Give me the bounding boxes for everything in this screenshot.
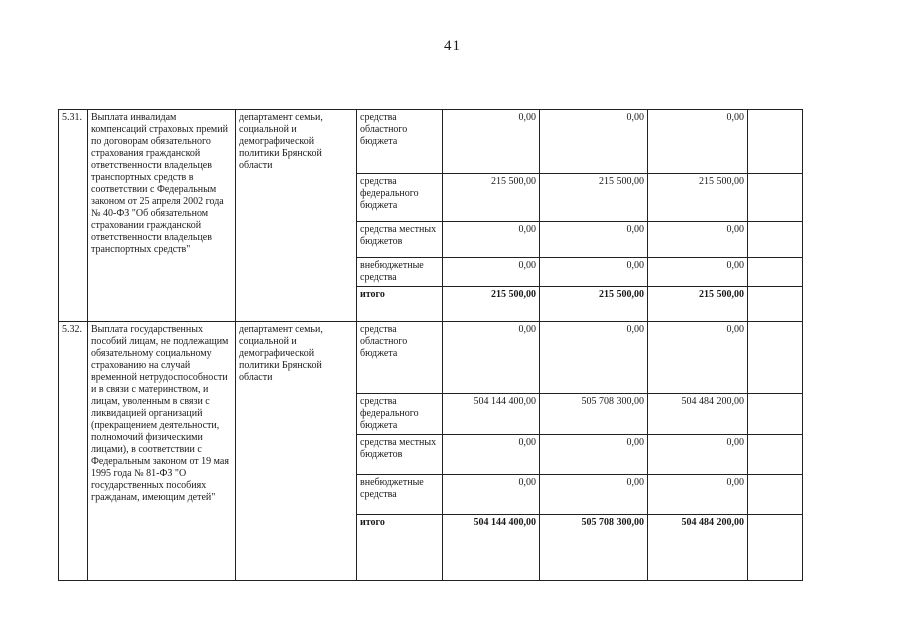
amount-cell: 0,00 <box>540 222 648 258</box>
amount-cell: 505 708 300,00 <box>540 394 648 435</box>
amount-cell: 0,00 <box>648 475 748 515</box>
amount-cell: 215 500,00 <box>443 174 540 222</box>
funding-source: средства областного бюджета <box>357 110 443 174</box>
empty-cell <box>748 475 803 515</box>
amount-cell: 0,00 <box>443 435 540 475</box>
total-amount: 215 500,00 <box>540 287 648 322</box>
amount-cell: 0,00 <box>540 435 648 475</box>
empty-cell <box>748 258 803 287</box>
amount-cell: 0,00 <box>443 322 540 394</box>
total-amount: 504 484 200,00 <box>648 515 748 581</box>
amount-cell: 0,00 <box>443 475 540 515</box>
row-index: 5.31. <box>59 110 88 322</box>
amount-cell: 504 144 400,00 <box>443 394 540 435</box>
funding-source: средства местных бюджетов <box>357 222 443 258</box>
total-amount: 215 500,00 <box>648 287 748 322</box>
measure-description: Выплата инвалидам компенсаций страховых премий по договорам обязательного страхования гражданской ответственности владельцев транспортных средств в соответствии с Федеральным законом от 25 апреля 2002 года № 40-ФЗ "Об обязательном страховании гражданской ответственности владельцев транспортных средств" <box>88 110 236 322</box>
empty-cell <box>748 287 803 322</box>
empty-cell <box>748 110 803 174</box>
funding-source: средства федерального бюджета <box>357 394 443 435</box>
amount-cell: 0,00 <box>648 322 748 394</box>
funding-source: средства федерального бюджета <box>357 174 443 222</box>
total-label: итого <box>357 515 443 581</box>
funding-source: внебюджетные средства <box>357 258 443 287</box>
total-amount: 215 500,00 <box>443 287 540 322</box>
empty-cell <box>748 515 803 581</box>
budget-table <box>58 109 803 581</box>
empty-cell <box>748 435 803 475</box>
table-row <box>59 110 803 174</box>
amount-cell: 0,00 <box>648 258 748 287</box>
executor: департамент семьи, социальной и демографической политики Брянской области <box>236 110 357 322</box>
amount-cell: 0,00 <box>443 258 540 287</box>
measure-description: Выплата государственных пособий лицам, не подлежащим обязательному социальному страхованию на случай временной нетрудоспособности и в связи с материнством, и лицам, уволенным в связи с ликвидацией организаций (прекращением деятельности, полномочий физическими лицами), в соответствии с Федеральным законом от 19 мая 1995 года № 81-ФЗ "О государственных пособиях гражданам, имеющим детей" <box>88 322 236 581</box>
amount-cell: 0,00 <box>648 110 748 174</box>
empty-cell <box>748 394 803 435</box>
funding-source: средства областного бюджета <box>357 322 443 394</box>
amount-cell: 0,00 <box>648 435 748 475</box>
amount-cell: 215 500,00 <box>540 174 648 222</box>
executor: департамент семьи, социальной и демографической политики Брянской области <box>236 322 357 581</box>
funding-source: внебюджетные средства <box>357 475 443 515</box>
empty-cell <box>748 174 803 222</box>
table-row <box>59 322 803 394</box>
amount-cell: 0,00 <box>540 322 648 394</box>
amount-cell: 215 500,00 <box>648 174 748 222</box>
amount-cell: 0,00 <box>540 475 648 515</box>
row-index: 5.32. <box>59 322 88 581</box>
funding-source: средства местных бюджетов <box>357 435 443 475</box>
amount-cell: 0,00 <box>443 110 540 174</box>
empty-cell <box>748 322 803 394</box>
total-label: итого <box>357 287 443 322</box>
total-amount: 504 144 400,00 <box>443 515 540 581</box>
amount-cell: 504 484 200,00 <box>648 394 748 435</box>
amount-cell: 0,00 <box>648 222 748 258</box>
amount-cell: 0,00 <box>443 222 540 258</box>
total-amount: 505 708 300,00 <box>540 515 648 581</box>
page-number: 41 <box>444 38 461 54</box>
empty-cell <box>748 222 803 258</box>
amount-cell: 0,00 <box>540 258 648 287</box>
amount-cell: 0,00 <box>540 110 648 174</box>
